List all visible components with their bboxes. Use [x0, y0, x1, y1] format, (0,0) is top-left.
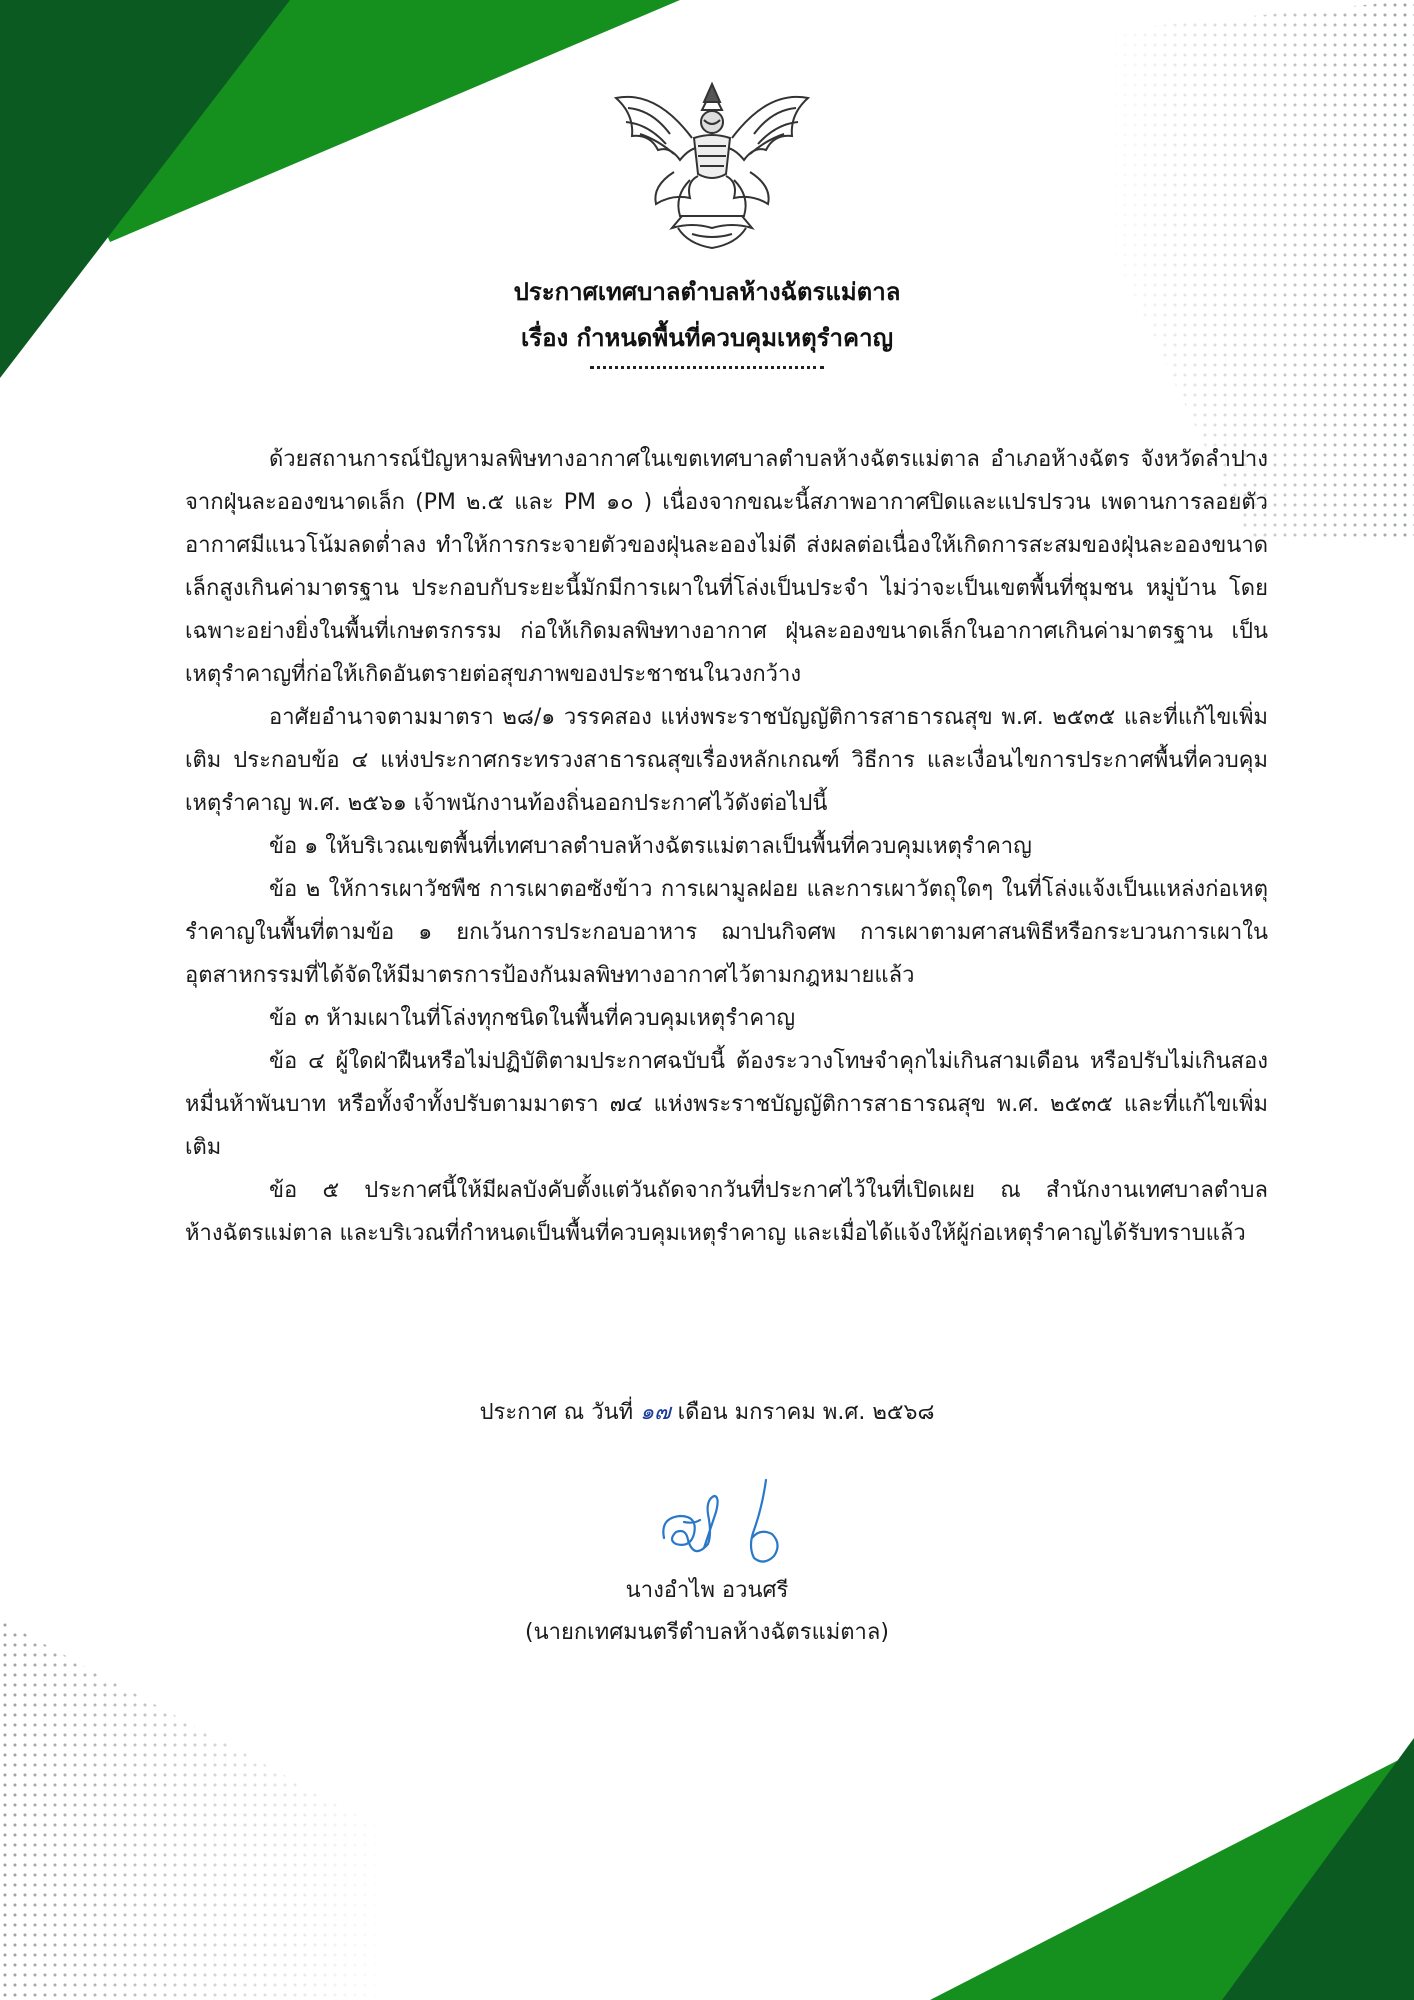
dot-pattern-bottom-left	[0, 1620, 520, 2000]
signer-position: (นายกเทศมนตรีตำบลห้างฉัตรแม่ตาล)	[525, 1620, 889, 1645]
announcement-date	[0, 1394, 1414, 1429]
clause-1: ข้อ ๑ ให้บริเวณเขตพื้นที่เทศบาลตำบลห้างฉัตรแม่ตาลเป็นพื้นที่ควบคุมเหตุรำคาญ	[269, 834, 1032, 859]
signer-name: นางอำไพ อวนศรี	[625, 1578, 789, 1603]
announcement-subject: เรื่อง กำหนดพื้นที่ควบคุมเหตุรำคาญ	[520, 324, 894, 352]
clause-4: ข้อ ๔ ผู้ใดฝ่าฝืนหรือไม่ปฏิบัติตามประกาศฉบับนี้ ต้องระวางโทษจำคุกไม่เกินสามเดือน หรือปรับไม่เกินสองหมื่นห้าพันบาท หรือทั้งจำทั้งปรับตามมาตรา ๗๔ แห่งพระราชบัญญัติการสาธารณสุข พ.ศ. ๒๕๓๕ และที่แก้ไขเพิ่มเติม	[185, 1049, 1268, 1160]
announcement-body	[185, 438, 1268, 1255]
date-suffix: เดือน มกราคม พ.ศ. ๒๕๖๘	[677, 1400, 935, 1425]
clause-5: ข้อ ๕ ประกาศนี้ให้มีผลบังคับตั้งแต่วันถัดจากวันที่ประกาศไว้ในที่เปิดเผย ณ สำนักงานเทศบาลตำบลห้างฉัตรแม่ตาล และบริเวณที่กำหนดเป็นพื้นที่ควบคุมเหตุรำคาญ และเมื่อได้แจ้งให้ผู้ก่อเหตุรำคาญได้รับทราบแล้ว	[185, 1178, 1268, 1246]
handwritten-signature	[654, 1478, 800, 1570]
clause-3: ข้อ ๓ ห้ามเผาในที่โล่งทุกชนิดในพื้นที่ควบคุมเหตุรำคาญ	[269, 1006, 796, 1031]
paragraph-legal-authority: อาศัยอำนาจตามมาตรา ๒๘/๑ วรรคสอง แห่งพระราชบัญญัติการสาธารณสุข พ.ศ. ๒๕๓๕ และที่แก้ไขเพิ่มเติม ประกอบข้อ ๔ แห่งประกาศกระทรวงสาธารณสุขเรื่องหลักเกณฑ์ วิธีการ และเงื่อนไขการประกาศพื้นที่ควบคุมเหตุรำคาญ พ.ศ. ๒๕๖๑ เจ้าพนักงานท้องถิ่นออกประกาศไว้ดังต่อไปนี้	[185, 705, 1268, 816]
paragraph-background: ด้วยสถานการณ์ปัญหามลพิษทางอากาศในเขตเทศบาลตำบลห้างฉัตรแม่ตาล อำเภอห้างฉัตร จังหวัดลำปาง จากฝุ่นละอองขนาดเล็ก (PM ๒.๕ และ PM ๑๐ ) เนื่องจากขณะนี้สภาพอากาศปิดและแปรปรวน เพดานการลอยตัวอากาศมีแนวโน้มลดต่ำลง ทำให้การกระจายตัวของฝุ่นละอองไม่ดี ส่งผลต่อเนื่องให้เกิดการสะสมของฝุ่นละอองขนาดเล็กสูงเกินค่ามาตรฐาน ประกอบกับระยะนี้มักมีการเผาในที่โล่งเป็นประจำ ไม่ว่าจะเป็นเขตพื้นที่ชุมชน หมู่บ้าน โดยเฉพาะอย่างยิ่งในพื้นที่เกษตรกรรม ก่อให้เกิดมลพิษทางอากาศ ฝุ่นละอองขนาดเล็กในอากาศเกินค่ามาตรฐาน เป็นเหตุรำคาญที่ก่อให้เกิดอันตรายต่อสุขภาพของประชาชนในวงกว้าง	[185, 447, 1268, 687]
dotted-separator	[590, 366, 824, 369]
date-day: ๑๗	[640, 1400, 671, 1425]
date-prefix: ประกาศ ณ วันที่	[479, 1400, 634, 1425]
announcement-title: ประกาศเทศบาลตำบลห้างฉัตรแม่ตาล	[513, 278, 901, 306]
garuda-emblem-icon	[612, 76, 812, 256]
clause-2: ข้อ ๒ ให้การเผาวัชพืช การเผาตอซังข้าว การเผามูลฝอย และการเผาวัตถุใดๆ ในที่โล่งแจ้งเป็นแหล่งก่อเหตุรำคาญในพื้นที่ตามข้อ ๑ ยกเว้นการประกอบอาหาร ฌาปนกิจศพ การเผาตามศาสนพิธีหรือกระบวนการเผาในอุตสาหกรรมที่ได้จัดให้มีมาตรการป้องกันมลพิษทางอากาศไว้ตามกฎหมายแล้ว	[185, 877, 1268, 988]
